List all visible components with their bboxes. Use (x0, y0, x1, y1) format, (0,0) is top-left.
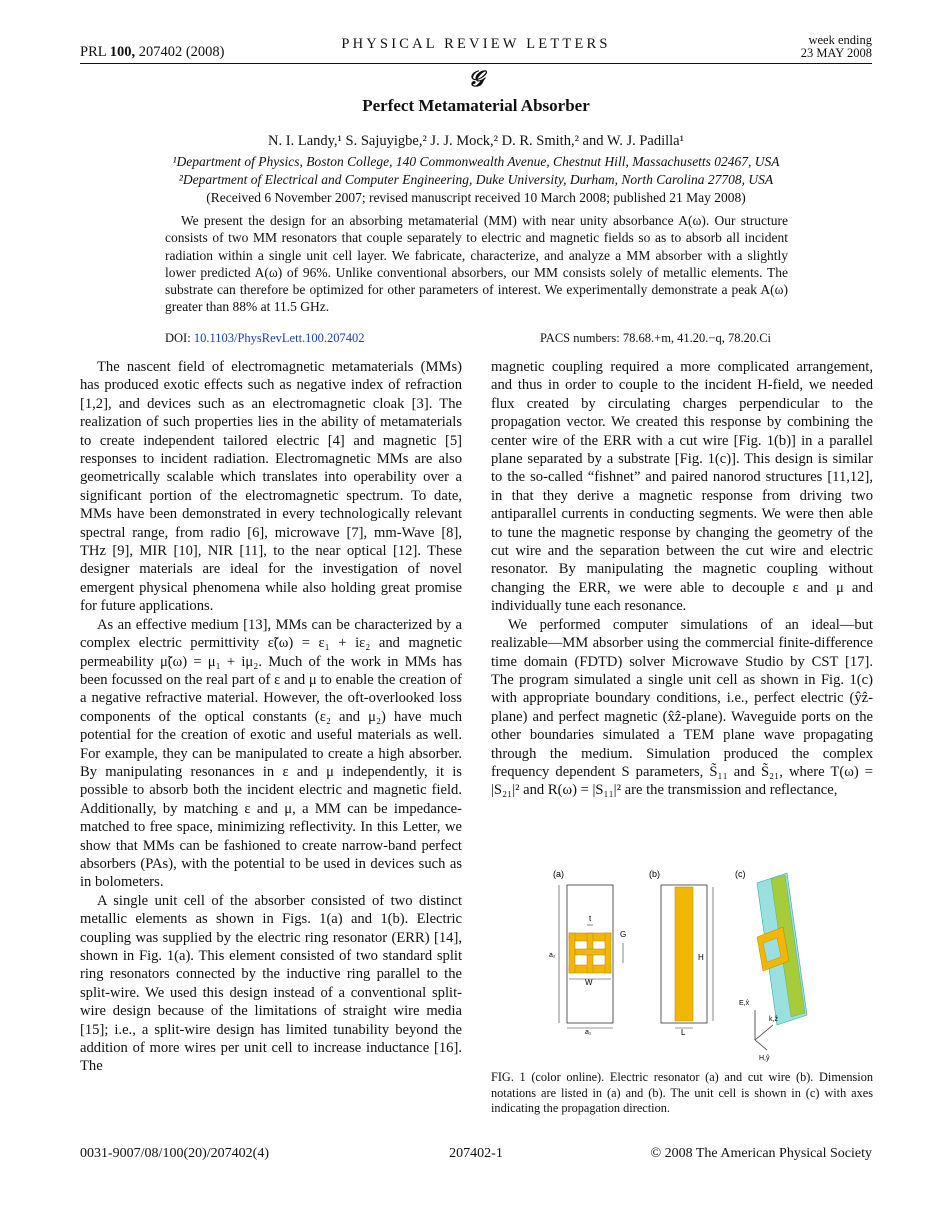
week-ending (801, 34, 872, 60)
dim-g-label: G (620, 930, 627, 939)
axis-k (755, 1025, 773, 1040)
received-dates: (Received 6 November 2007; revised manuscript received 10 March 2008; published 21 May 2008) (206, 190, 746, 205)
author-list: N. I. Landy,¹ S. Sajuyigbe,² J. J. Mock,² D. R. Smith,² and W. J. Padilla¹ (268, 133, 684, 149)
axis-h-label: H,ŷ (759, 1055, 770, 1062)
footer-issn: 0031-9007/08/100(20)/207402(4) (80, 1146, 269, 1161)
dim-a2-label: a₂ (549, 952, 556, 959)
axis-h (755, 1040, 767, 1050)
journal-volume: 100, (109, 44, 136, 60)
panel-c-label: (c) (735, 869, 746, 879)
panel-a-label: (a) (553, 869, 564, 879)
axis-e-label: E,x̂ (739, 1000, 750, 1007)
week-ending-label: week ending (808, 33, 872, 47)
left-column (80, 358, 462, 1076)
article-number: 207402 (2008) (135, 44, 225, 60)
abstract: We present the design for an absorbing metamaterial (MM) with near unity absorbance A(ω). Our structure consists of two MM resonators that couple separately to electric and magnetic fields so as to absorb all incident radiation within a single unit cell layer. We fabricate, characterize, and analyze a MM absorber with a slightly lower predicted A(ω) of 96%. Unlike conventional absorbers, our MM consists solely of metallic elements. The substrate can therefore be optimized for other parameters of interest. We experimentally demonstrate a peak A(ω) greater than 88% at 11.5 GHz. (165, 213, 788, 315)
dim-t-label: t (589, 914, 592, 923)
footer-page: 207402-1 (449, 1146, 503, 1161)
affiliation-1: ¹Department of Physics, Boston College, 140 Commonwealth Avenue, Chestnut Hill, Massachusetts 02467, USA (172, 154, 780, 169)
cut-wire (675, 887, 693, 1021)
paragraph: A single unit cell of the absorber consisted of two distinct metallic elements as shown in Figs. 1(a) and 1(b). Electric coupling was supplied by the electric ring resonator (ERR) [14], shown in Fig. 1(a). This element consisted of two standard split ring resonators connected by the inductive ring parallel to the split-wire. We used this design instead of a conventional split-wire design because of the limitations of straight wire media [15]; i.e., a split-wire design has limited tunability beyond the addition of more wires per unit cell to increase inductance [16]. The (80, 892, 462, 1075)
week-ending-date: 23 MAY 2008 (800, 46, 872, 60)
paragraph: magnetic coupling required a more complicated arrangement, and thus in order to couple to the incident H-field, we needed flux created by circulating charges perpendicular to the propagation vector. We created this response by combining the center wire of the ERR with a cut wire [Fig. 1(b)] in a parallel plane separated by a substrate [Fig. 1(c)]. This design is similar to the so-called “fishnet” and paired nanorod structures [11,12], in that they derive a magnetic response from driving two antiparallel currents in conducting segments. We were then able to tune the magnetic response by changing the geometry of the cut wire and the separation between the cut wire and electric resonator. By manipulating the magnetic coupling without changing the ERR, we were able to decouple ε and μ and individually tune each resonance. (491, 359, 873, 615)
electric-ring-resonator (569, 933, 611, 973)
paragraph: We performed computer simulations of an ideal—but realizable—MM absorber using the commercial finite-difference time domain (FDTD) solver Microwave Studio by CST [17]. The program simulated a single unit cell as shown in Fig. 1(c) with appropriate boundary conditions, i.e., perfect electric (ŷẑ-plane) and perfect magnetic (x̂ẑ-plane). Waveguide ports on the other boundaries simulated a TEM plane wave propagating through the medium. Simulation produced the complex frequency dependent S parameters, S̃₁₁ and S̃₂₁, where T(ω) = |S₂₁|² and R(ω) = |S₁₁|² are the transmission and reflectance, (491, 616, 873, 799)
doi-link[interactable]: 10.1103/PhysRevLett.100.207402 (193, 331, 365, 345)
doi-label: DOI: (165, 331, 194, 345)
figure-1 (545, 865, 845, 1065)
paragraph: As an effective medium [13], MMs can be characterized by a complex electric permittivity ε̃(ω) = ε₁ + iε₂ and magnetic permeability μ̃(ω) = μ₁ + iμ₂. Much of the work in MMs has been focussed on the real part of ε and μ to enable the creation of a negative refractive material. However, the oft-overlooked loss components of the optical constants (ε₂ and μ₂) have much potential for the creation of exotic and useful materials as well. For example, they can be manipulated to create a high absorber. By manipulating resonances in ε and μ independently, it is possible to absorb both the incident electric and magnetic field. Additionally, by matching ε and μ, a MM can be impedance-matched to free space, minimizing reflectivity. In this Letter, we show that MMs can be fashioned to create narrow-band perfect absorbers (PAs), with the potential to be used in devices such as in bolometers. (80, 616, 462, 891)
axis-k-label: k,ẑ (769, 1016, 778, 1023)
paper-title: Perfect Metamaterial Absorber (362, 96, 590, 115)
pacs-numbers: PACS numbers: 78.68.+m, 41.20.−q, 78.20.Ci (540, 331, 772, 345)
journal-logo: 𝒢 (468, 66, 484, 91)
right-column (491, 358, 873, 800)
journal-prefix: PRL (80, 44, 110, 60)
dim-h-label: H (698, 953, 704, 962)
header-rule (80, 63, 872, 64)
affiliation-2: ²Department of Electrical and Computer Engineering, Duke University, Durham, North Carolina 27708, USA (178, 172, 774, 187)
figure-caption: FIG. 1 (color online). Electric resonator (a) and cut wire (b). Dimension notations are listed in (a) and (b). The unit cell is shown in (c) with axes indicating the propagation direction. (491, 1070, 873, 1115)
doi (165, 331, 365, 346)
journal-name: PHYSICAL REVIEW LETTERS (341, 36, 611, 52)
paragraph: The nascent field of electromagnetic metamaterials (MMs) has produced exotic effects such as negative index of refraction [1,2], and devices such as an electromagnetic cloak [3]. The realization of such properties lies in the ability of metamaterials to create independent tailored electric [4] and magnetic [5] responses to incident radiation. Electromagnetic MMs are also geometrically scalable which translates into operability over a significant portion of the electromagnetic spectrum. To date, MMs have been demonstrated in every technologically relevant spectral range, from radio [6], microwave [7], mm-Wave [8], THz [9], MIR [10], NIR [11], to the near optical [12]. These designer materials are ideal for the investigation of novel emergent physical phenomena while also holding great promise for future applications. (80, 359, 462, 615)
footer-copyright: © 2008 The American Physical Society (650, 1146, 872, 1161)
panel-b-label: (b) (649, 869, 660, 879)
dim-w-label: W (585, 978, 593, 987)
dim-l-label: L (681, 1028, 686, 1037)
dim-a1-label: a₁ (585, 1029, 592, 1036)
